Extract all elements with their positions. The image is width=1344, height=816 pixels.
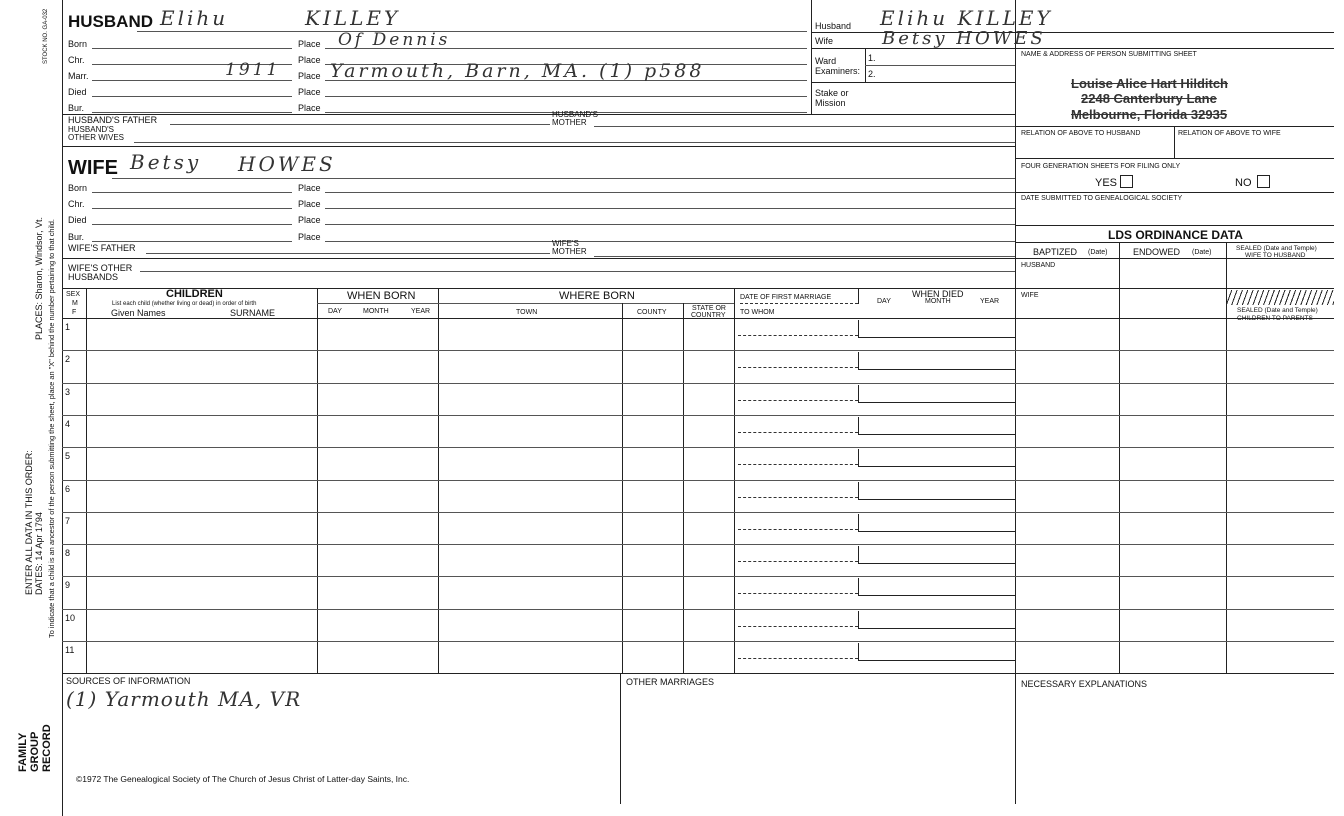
child-marriage-dash	[738, 367, 858, 368]
wife-bur-line	[92, 241, 292, 242]
child-row-number: 7	[65, 516, 71, 526]
left-margin-line	[62, 0, 63, 816]
child-died-line	[858, 660, 1015, 661]
husband-chr-label: Chr.	[68, 55, 85, 65]
stake-label: Stake or	[815, 88, 849, 98]
husband-mother-label-1: HUSBAND'S	[552, 110, 598, 119]
child-marriage-dash	[738, 658, 858, 659]
date-submitted-label: DATE SUBMITTED TO GENEALOGICAL SOCIETY	[1021, 195, 1183, 202]
right-panel-divider	[1015, 0, 1016, 804]
lds-endowed-label: ENDOWED	[1133, 247, 1180, 257]
wife-father-label: WIFE'S FATHER	[68, 243, 136, 253]
child-marriage-dash	[738, 432, 858, 433]
relation-husband-label: RELATION OF ABOVE TO HUSBAND	[1021, 130, 1141, 137]
child-died-line	[858, 402, 1015, 403]
child-died-line	[858, 595, 1015, 596]
wife-died-label: Died	[68, 215, 87, 225]
wife-chr-place-label: Place	[298, 199, 321, 209]
wife-other-husbands-1: WIFE'S OTHER	[68, 263, 133, 273]
child-died-line	[858, 531, 1015, 532]
child-row-line	[62, 544, 1334, 545]
lds-husband-label: HUSBAND	[1021, 262, 1056, 269]
child-died-box-edge	[858, 611, 859, 628]
husband-died-place-label: Place	[298, 87, 321, 97]
wife-given-name: Betsy	[130, 150, 202, 174]
child-row-line	[62, 350, 1334, 351]
wife-bur-place-label: Place	[298, 232, 321, 242]
husband-marr-place-label: Place	[298, 71, 321, 81]
dates-note: DATES: 14 Apr 1794	[34, 512, 44, 595]
wife-chr-line	[92, 208, 292, 209]
examiner-1: 1.	[868, 53, 876, 63]
died-year-label: YEAR	[980, 298, 1000, 305]
wife-chr-place-line	[325, 208, 1015, 209]
child-row-number: 9	[65, 580, 71, 590]
lds-title: LDS ORDINANCE DATA	[1108, 228, 1243, 242]
wife-died-place-label: Place	[298, 215, 321, 225]
child-died-box-edge	[858, 385, 859, 402]
child-died-box-edge	[858, 514, 859, 531]
lds-header-line	[1015, 258, 1334, 259]
child-row-number: 6	[65, 484, 71, 494]
wife-mother-label-2: MOTHER	[552, 247, 587, 256]
state-label-2: COUNTRY	[691, 312, 726, 319]
child-died-line	[858, 628, 1015, 629]
examiner-line	[865, 65, 1015, 66]
wife-born-line	[92, 192, 292, 193]
child-died-box-edge	[858, 578, 859, 595]
child-row-number: 1	[65, 322, 71, 332]
county-label: COUNTY	[637, 309, 667, 316]
sex-label: SEX	[66, 291, 81, 298]
children-heading: CHILDREN	[166, 288, 223, 300]
husband-other-wives-1: HUSBAND'S	[68, 125, 114, 134]
child-row-number: 4	[65, 419, 71, 429]
submitter-line-2	[1015, 158, 1334, 159]
sex-m: M	[72, 300, 78, 307]
child-died-box-edge	[858, 643, 859, 660]
ward-wife-name: Betsy HOWES	[882, 28, 1046, 49]
husband-marr-label: Marr.	[68, 71, 89, 81]
husband-born-label: Born	[68, 39, 88, 49]
form-title-group: GROUP	[29, 731, 41, 772]
children-header-bottom	[62, 318, 1334, 319]
husband-died-line	[92, 96, 292, 97]
child-row-line	[62, 415, 1334, 416]
husband-rule	[62, 114, 1015, 115]
child-row-number: 10	[65, 613, 76, 623]
wife-other-husbands-line	[140, 271, 1015, 272]
child-row-number: 5	[65, 451, 71, 461]
ward-divider	[811, 0, 812, 114]
child-marriage-dash	[738, 400, 858, 401]
wife-born-place-line	[325, 192, 1015, 193]
died-day-label: DAY	[877, 298, 891, 305]
ancestor-instruction: To indicate that a child is an ancestor of the person submitting the sheet, place an "X" behind the number pertaining to that child.	[47, 219, 56, 638]
state-label-1: STATE OR	[692, 305, 726, 312]
husband-marr-line	[92, 80, 292, 81]
child-marriage-dash	[738, 626, 858, 627]
wife-father-line	[146, 253, 550, 254]
lds-sealed-wife-2: WIFE TO HUSBAND	[1245, 252, 1306, 259]
husband-name-line	[137, 31, 807, 32]
ward-husband-label: Husband	[815, 21, 852, 31]
child-died-box-edge	[858, 449, 859, 466]
sources-handwritten: (1) Yarmouth MA, VR	[66, 687, 302, 711]
husband-marr-date: 1911	[225, 60, 281, 80]
enter-all-note: ENTER ALL DATA IN THIS ORDER:	[24, 450, 34, 595]
lds-husband-line	[1015, 288, 1334, 289]
examiners-label: Examiners:	[815, 66, 861, 76]
wife-mother-line	[594, 256, 1015, 257]
wife-chr-label: Chr.	[68, 199, 85, 209]
first-marriage-label: DATE OF FIRST MARRIAGE	[740, 294, 832, 301]
child-died-line	[858, 369, 1015, 370]
no-label: NO	[1235, 177, 1252, 189]
where-born-label: WHERE BORN	[559, 290, 635, 302]
submitter-city: Melbourne, Florida 32935	[1071, 107, 1228, 122]
submitter-heading: NAME & ADDRESS OF PERSON SUBMITTING SHEET	[1021, 51, 1197, 58]
relation-wife-label: RELATION OF ABOVE TO WIFE	[1178, 130, 1281, 137]
wife-bur-label: Bur.	[68, 232, 85, 242]
husband-bur-place-label: Place	[298, 103, 321, 113]
form-title-family: FAMILY	[17, 732, 29, 772]
husband-marr-place: Yarmouth, Barn, MA. (1) p588	[330, 60, 705, 82]
places-note: PLACES: Sharon, Windsor, Vt.	[34, 216, 44, 340]
ward-label: Ward	[815, 56, 837, 66]
submitter-street: 2248 Canterbury Lane	[1081, 91, 1217, 106]
child-row-number: 2	[65, 354, 71, 364]
lds-hatched-area	[1227, 290, 1334, 305]
born-month-label: MONTH	[363, 308, 389, 315]
child-row-number: 8	[65, 548, 71, 558]
ward-wife-label: Wife	[815, 36, 833, 46]
wife-born-label: Born	[68, 183, 88, 193]
ward-line-3	[811, 82, 1015, 83]
child-marriage-dash	[738, 497, 858, 498]
wife-heading: WIFE	[68, 157, 118, 179]
relation-divider	[1174, 126, 1175, 158]
child-died-line	[858, 466, 1015, 467]
lds-sealed-children-2: CHILDREN TO PARENTS	[1237, 315, 1313, 322]
lds-endowed-date: (Date)	[1192, 249, 1212, 256]
child-row-number: 11	[65, 645, 75, 655]
lds-title-line	[1015, 242, 1334, 243]
first-marriage-dash	[740, 303, 858, 304]
when-born-label: WHEN BORN	[347, 290, 416, 302]
husband-born-place-label: Place	[298, 39, 321, 49]
wife-died-line	[92, 224, 292, 225]
child-marriage-dash	[738, 335, 858, 336]
child-row-line	[62, 480, 1334, 481]
ward-line-2	[811, 48, 1334, 49]
children-instruction: List each child (whether living or dead) in order of birth	[112, 301, 257, 307]
husband-mother-label-2: MOTHER	[552, 118, 587, 127]
husband-other-wives-2: OTHER WIVES	[68, 133, 125, 142]
died-month-label: MONTH	[925, 298, 951, 305]
state-divider	[683, 303, 684, 673]
submitter-line-3	[1015, 192, 1334, 193]
husband-died-place-line	[325, 96, 807, 97]
child-row-line	[62, 512, 1334, 513]
county-divider	[622, 303, 623, 673]
husband-born-line	[92, 48, 292, 49]
husband-father-label: HUSBAND'S FATHER	[68, 115, 158, 125]
child-died-line	[858, 434, 1015, 435]
wife-bur-place-line	[325, 241, 1015, 242]
lds-baptized-date: (Date)	[1088, 249, 1108, 256]
husband-heading: HUSBAND	[68, 12, 153, 31]
husband-mother-line	[594, 126, 1015, 127]
wife-mother-label-1: WIFE'S	[552, 239, 579, 248]
child-marriage-dash	[738, 593, 858, 594]
where-born-subline	[438, 303, 734, 304]
when-died-divider	[858, 288, 859, 304]
wife-name-line	[112, 178, 1015, 179]
wife-surname: HOWES	[238, 152, 336, 176]
child-died-box-edge	[858, 546, 859, 563]
examiner-2: 2.	[868, 69, 876, 79]
explanations-label: NECESSARY EXPLANATIONS	[1021, 679, 1148, 689]
other-marriages-label: OTHER MARRIAGES	[626, 677, 715, 687]
wife-other-husbands-2: HUSBANDS	[68, 272, 119, 282]
born-day-label: DAY	[328, 308, 342, 315]
four-gen-label: FOUR GENERATION SHEETS FOR FILING ONLY	[1021, 163, 1181, 170]
child-row-line	[62, 576, 1334, 577]
child-row-number: 3	[65, 387, 71, 397]
born-year-label: YEAR	[411, 308, 431, 315]
child-marriage-dash	[738, 464, 858, 465]
yes-checkbox[interactable]	[1120, 175, 1133, 188]
mission-label: Mission	[815, 98, 846, 108]
child-died-line	[858, 499, 1015, 500]
stock-number: STOCK NO. GA-032	[43, 8, 49, 64]
bottom-section-top	[62, 673, 1334, 674]
wife-died-place-line	[325, 224, 1015, 225]
when-died-label: WHEN DIED	[912, 289, 964, 299]
submitter-name: Louise Alice Hart Hilditch	[1071, 76, 1228, 91]
lds-top-line	[1015, 225, 1334, 226]
child-row-line	[62, 383, 1334, 384]
sex-f: F	[72, 309, 77, 316]
sources-label: SOURCES OF INFORMATION	[66, 676, 191, 686]
town-label: TOWN	[516, 309, 538, 316]
child-row-line	[62, 609, 1334, 610]
other-marriages-divider	[620, 673, 621, 804]
form-title-record: RECORD	[41, 724, 53, 772]
husband-bur-line	[92, 112, 292, 113]
ward-husband-name: Elihu KILLEY	[880, 6, 1053, 30]
child-row-line	[62, 641, 1334, 642]
husband-father-line	[170, 124, 550, 125]
copyright-notice: ©1972 The Genealogical Society of The Church of Jesus Christ of Latter-day Saints, Inc.	[76, 774, 410, 784]
husband-born-place: Of Dennis	[338, 30, 451, 50]
husband-bur-label: Bur.	[68, 103, 85, 113]
husband-chr-place-label: Place	[298, 55, 321, 65]
child-died-box-edge	[858, 417, 859, 434]
child-died-box-edge	[858, 320, 859, 337]
when-born-subline	[317, 303, 438, 304]
to-whom-label: TO WHOM	[740, 309, 775, 316]
child-died-box-edge	[858, 352, 859, 369]
husband-surname: KILLEY	[305, 6, 401, 30]
lds-wife-label: WIFE	[1021, 292, 1039, 299]
husband-given-name: Elihu	[160, 6, 229, 30]
child-died-line	[858, 563, 1015, 564]
husband-died-label: Died	[68, 87, 87, 97]
husband-section-bottom	[62, 146, 1015, 147]
child-marriage-dash	[738, 561, 858, 562]
child-marriage-dash	[738, 529, 858, 530]
yes-label: YES	[1095, 177, 1118, 189]
husband-other-wives-line	[134, 142, 1015, 143]
wife-rule	[62, 258, 1015, 259]
lds-sealed-children-1: SEALED (Date and Temple)	[1237, 307, 1318, 314]
wife-born-place-label: Place	[298, 183, 321, 193]
surname-label: SURNAME	[230, 308, 276, 318]
child-row-line	[62, 447, 1334, 448]
no-checkbox[interactable]	[1257, 175, 1270, 188]
lds-baptized-label: BAPTIZED	[1033, 247, 1078, 257]
given-names-label: Given Names	[111, 308, 166, 318]
child-died-line	[858, 337, 1015, 338]
lds-sealed-wife-1: SEALED (Date and Temple)	[1236, 245, 1317, 252]
child-died-box-edge	[858, 482, 859, 499]
